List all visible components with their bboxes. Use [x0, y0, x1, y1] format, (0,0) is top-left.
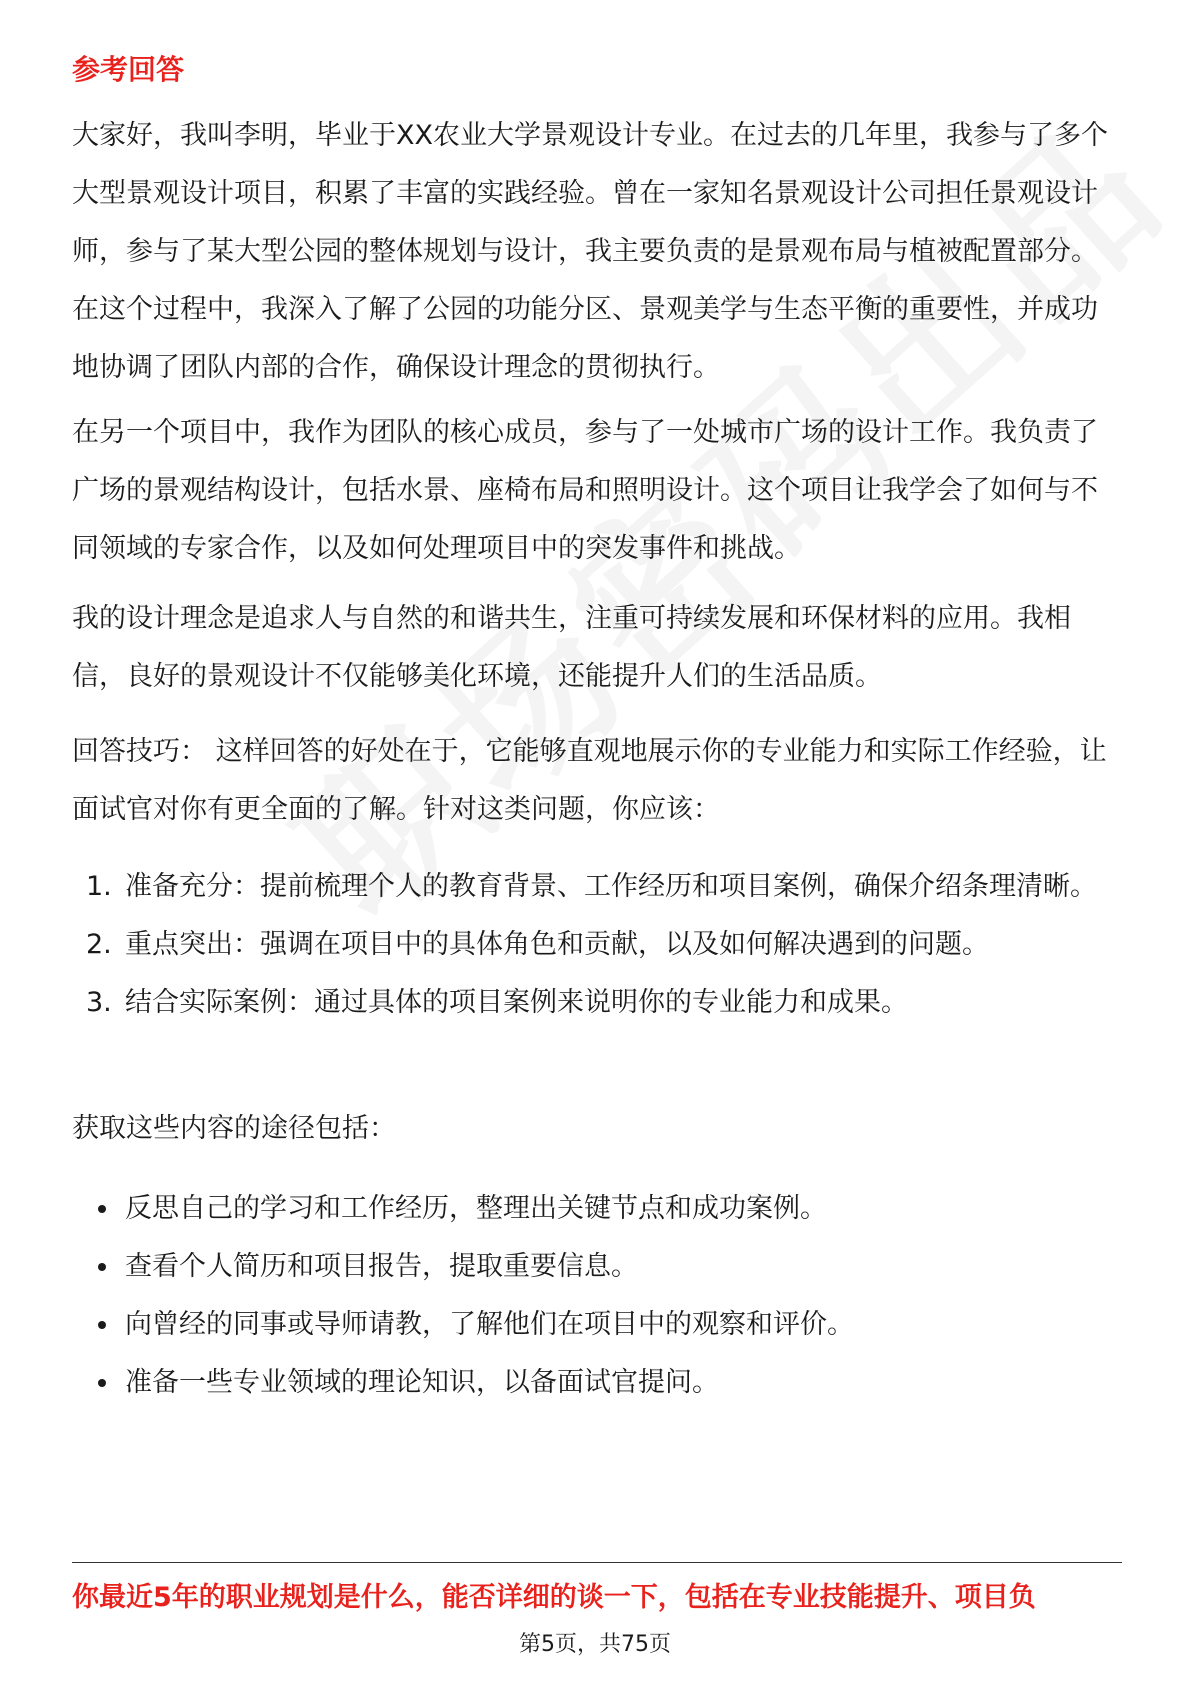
list-number: 1. [86, 871, 112, 902]
list-item [72, 1180, 1122, 1238]
list-item-text: 准备一些专业领域的理论知识，以备面试官提问。 [125, 1367, 719, 1398]
sources-intro: 获取这些内容的途径包括： [72, 1113, 396, 1144]
list-item [72, 1296, 1122, 1354]
list-item-text: 反思自己的学习和工作经历，整理出关键节点和成功案例。 [125, 1193, 827, 1224]
page-number: 第5页，共75页 [519, 1632, 671, 1657]
list-item-text: 查看个人简历和项目报告，提取重要信息。 [125, 1251, 638, 1282]
list-number: 3. [86, 987, 112, 1018]
list-item [72, 858, 1122, 916]
list-item [72, 1238, 1122, 1296]
list-number: 2. [86, 929, 112, 960]
paragraph-philosophy: 我的设计理念是追求人与自然的和谐共生，注重可持续发展和环保材料的应用。我相信，良好的景观设计不仅能够美化环境，还能提升人们的生活品质。 [72, 603, 1071, 692]
list-item-text: 向曾经的同事或导师请教，了解他们在项目中的观察和评价。 [125, 1309, 854, 1340]
divider [72, 1562, 1122, 1563]
list-item [72, 916, 1122, 974]
list-item-text: 结合实际案例：通过具体的项目案例来说明你的专业能力和成果。 [125, 987, 908, 1018]
list-item-text: 重点突出：强调在项目中的具体角色和贡献，以及如何解决遇到的问题。 [125, 929, 989, 960]
bullet-icon [98, 1205, 106, 1213]
list-item [72, 1354, 1122, 1412]
section-heading: 参考回答 [72, 53, 185, 86]
list-item-text: 准备充分：提前梳理个人的教育背景、工作经历和项目案例，确保介绍条理清晰。 [125, 871, 1097, 902]
paragraph-project: 在另一个项目中，我作为团队的核心成员，参与了一处城市广场的设计工作。我负责了广场的景观结构设计，包括水景、座椅布局和照明设计。这个项目让我学会了如何与不同领域的专家合作，以及如何处理项目中的突发事件和挑战。 [72, 417, 1098, 564]
bullet-icon [98, 1379, 106, 1387]
paragraph-tips: 回答技巧： 这样回答的好处在于，它能够直观地展示你的专业能力和实际工作经验，让面试官对你有更全面的了解。针对这类问题，你应该： [72, 736, 1107, 825]
next-question-heading: 你最近5年的职业规划是什么，能否详细的谈一下，包括在专业技能提升、项目负 [72, 1582, 1036, 1613]
bullet-icon [98, 1263, 106, 1271]
bullet-list [72, 1180, 1122, 1412]
bullet-icon [98, 1321, 106, 1329]
numbered-list [72, 858, 1122, 1032]
list-item [72, 974, 1122, 1032]
paragraph-intro: 大家好，我叫李明，毕业于XX农业大学景观设计专业。在过去的几年里，我参与了多个大型景观设计项目，积累了丰富的实践经验。曾在一家知名景观设计公司担任景观设计师，参与了某大型公园的整体规划与设计，我主要负责的是景观布局与植被配置部分。在这个过程中，我深入了解了公园的功能分区、景观美学与生态平衡的重要性，并成功地协调了团队内部的合作，确保设计理念的贯彻执行。 [72, 120, 1108, 383]
